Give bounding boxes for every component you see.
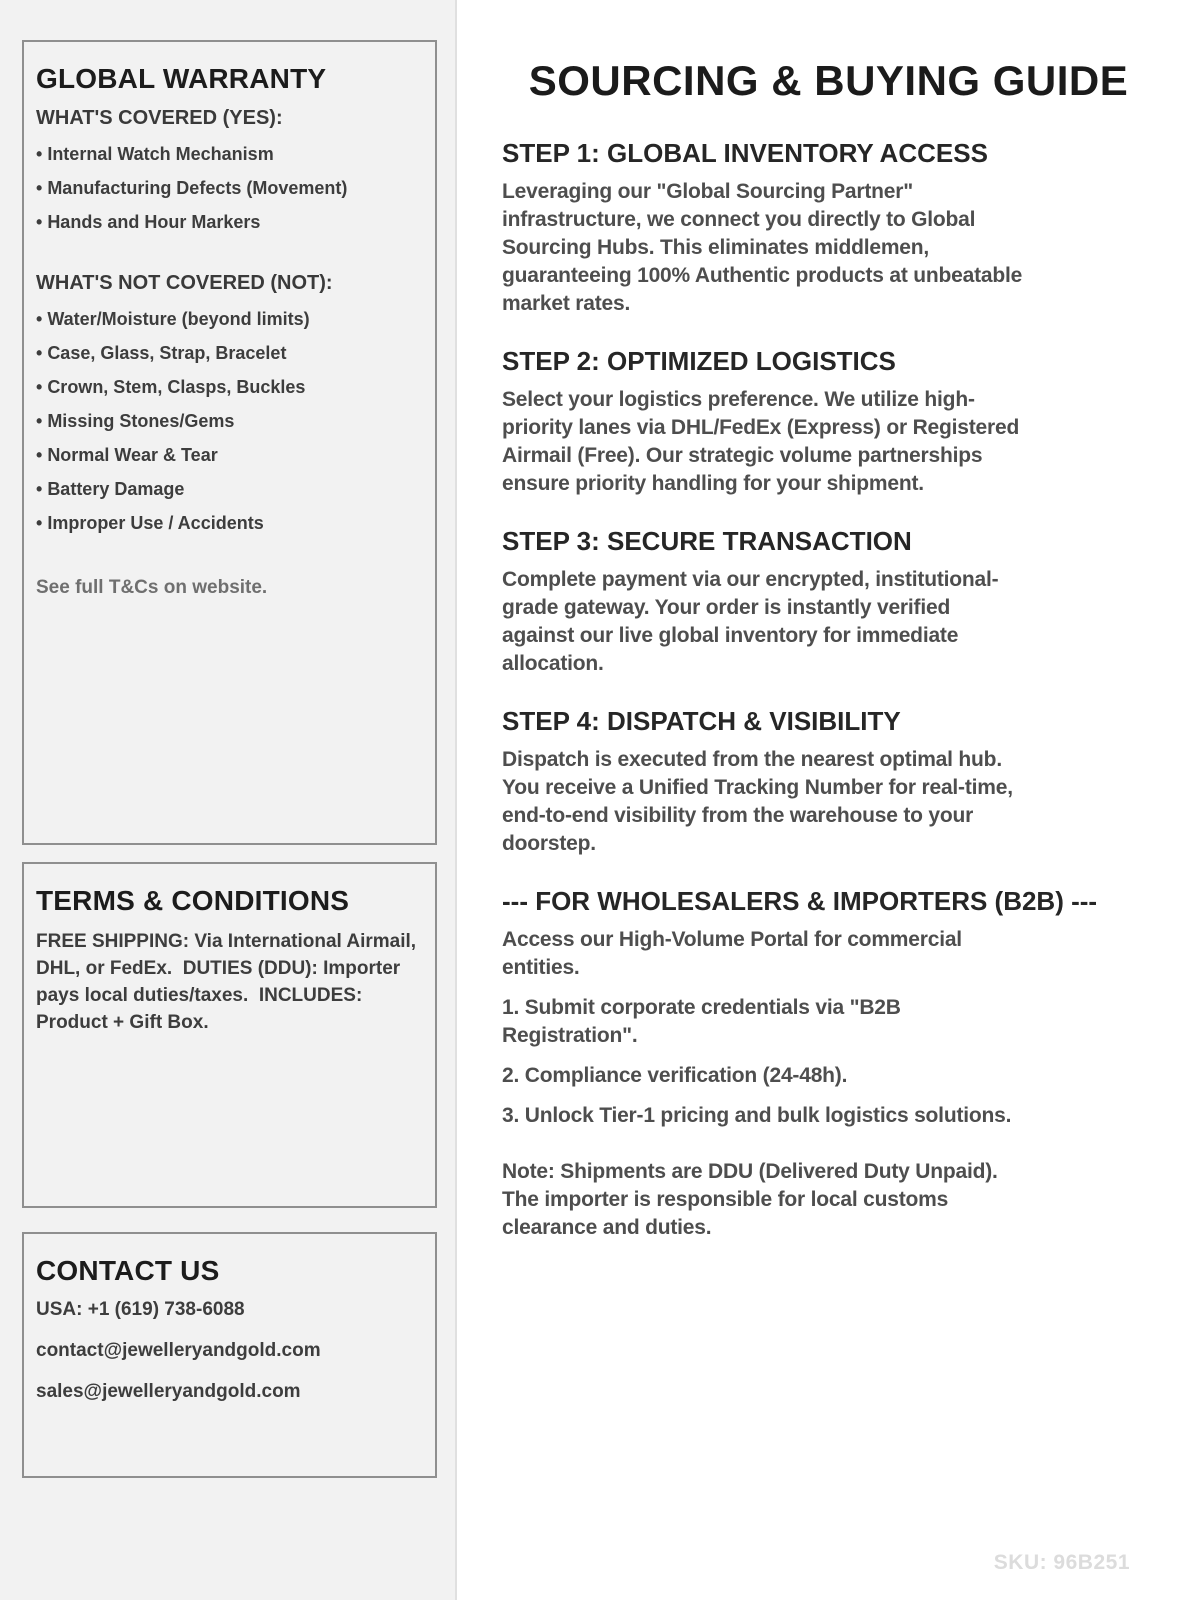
sales-email: sales@jewelleryandgold.com	[36, 1380, 301, 1402]
guide-sections	[502, 136, 1142, 1242]
warranty-footnote: See full T&Cs on website.	[36, 577, 268, 599]
covered-item: • Internal Watch Mechanism	[36, 144, 423, 166]
step-1-body: Leveraging our "Global Sourcing Partner" infrastructure, we connect you directly to Global Sourcing Hubs. This eliminates middlemen, guaranteeing 100% Authentic products at unbeatable market rates.	[502, 180, 1023, 316]
not-covered-list	[36, 309, 423, 535]
not-covered-item: • Water/Moisture (beyond limits)	[36, 309, 423, 331]
b2b-step-item: 1. Submit corporate credentials via "B2B Registration".	[502, 996, 901, 1048]
not-covered-item: • Battery Damage	[36, 479, 423, 501]
contact-title: CONTACT US	[36, 1255, 220, 1286]
b2b-steps-list	[502, 994, 1142, 1130]
not-covered-item: • Normal Wear & Tear	[36, 445, 423, 467]
b2b-section	[502, 884, 1142, 1242]
step-4-section	[502, 704, 1142, 858]
step-3-heading: STEP 3: SECURE TRANSACTION	[502, 526, 912, 557]
covered-heading: WHAT'S COVERED (YES):	[36, 106, 283, 129]
not-covered-item: • Case, Glass, Strap, Bracelet	[36, 343, 423, 365]
contact-phone: USA: +1 (619) 738-6088	[36, 1298, 245, 1320]
step-1-heading: STEP 1: GLOBAL INVENTORY ACCESS	[502, 138, 988, 169]
sku-label: SKU: 96B251	[993, 1551, 1130, 1574]
warranty-title: GLOBAL WARRANTY	[36, 63, 327, 94]
step-2-body: Select your logistics preference. We utilize high-priority lanes via DHL/FedEx (Express) or Registered Airmail (Free). Our strategic volume partnerships ensure priority handling for your shipment.	[502, 388, 1020, 496]
terms-body: FREE SHIPPING: Via International Airmail, DHL, or FedEx. DUTIES (DDU): Importer pays local duties/taxes. INCLUDES: Product + Gift Box.	[36, 930, 422, 1033]
step-2-heading: STEP 2: OPTIMIZED LOGISTICS	[502, 346, 896, 377]
not-covered-heading: WHAT'S NOT COVERED (NOT):	[36, 272, 333, 295]
step-2-section	[502, 344, 1142, 498]
not-covered-item: • Crown, Stem, Clasps, Buckles	[36, 377, 423, 399]
warranty-panel	[22, 40, 437, 845]
not-covered-item: • Improper Use / Accidents	[36, 513, 423, 535]
b2b-step-item: 2. Compliance verification (24-48h).	[502, 1064, 848, 1088]
sidebar	[0, 0, 457, 1600]
contact-panel	[22, 1232, 437, 1478]
terms-panel	[22, 862, 437, 1208]
contact-email: contact@jewelleryandgold.com	[36, 1339, 321, 1361]
b2b-heading: --- FOR WHOLESALERS & IMPORTERS (B2B) ---	[502, 886, 1098, 917]
b2b-intro: Access our High-Volume Portal for commercial entities.	[502, 928, 962, 980]
step-3-body: Complete payment via our encrypted, institutional-grade gateway. Your order is instantly verified against our live global inventory for immediate allocation.	[502, 568, 999, 676]
step-1-section	[502, 136, 1142, 318]
step-3-section	[502, 524, 1142, 678]
b2b-step-item: 3. Unlock Tier-1 pricing and bulk logistics solutions.	[502, 1104, 1012, 1128]
b2b-note: Note: Shipments are DDU (Delivered Duty Unpaid). The importer is responsible for local customs clearance and duties.	[502, 1160, 998, 1240]
step-4-heading: STEP 4: DISPATCH & VISIBILITY	[502, 706, 901, 737]
page-title: SOURCING & BUYING GUIDE	[528, 57, 1129, 104]
covered-item: • Hands and Hour Markers	[36, 212, 423, 234]
terms-title: TERMS & CONDITIONS	[36, 885, 350, 916]
not-covered-item: • Missing Stones/Gems	[36, 411, 423, 433]
covered-item: • Manufacturing Defects (Movement)	[36, 178, 423, 200]
covered-list	[36, 144, 423, 234]
main-content	[457, 0, 1200, 1600]
step-4-body: Dispatch is executed from the nearest optimal hub. You receive a Unified Tracking Number for real-time, end-to-end visibility from the warehouse to your doorstep.	[502, 748, 1013, 856]
